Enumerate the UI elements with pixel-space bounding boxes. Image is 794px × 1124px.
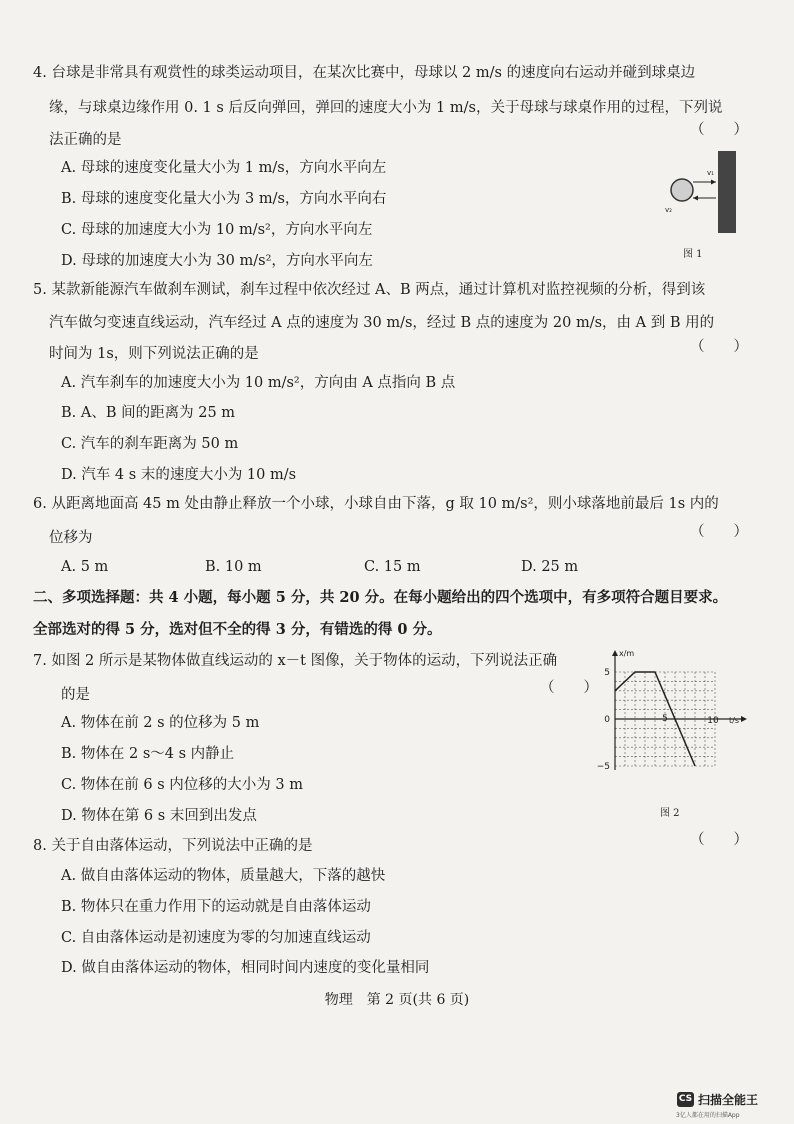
q4-option-b: B. 母球的速度变化量大小为 3 m/s，方向水平向右 xyxy=(61,191,387,207)
q8-stem-line1: 8. 关于自由落体运动，下列说法中正确的是 xyxy=(33,838,313,854)
q8-option-c: C. 自由落体运动是初速度为零的匀加速直线运动 xyxy=(61,930,371,946)
q4-stem-line2: 缘，与球桌边缘作用 0. 1 s 后反向弹回，弹回的速度大小为 1 m/s，关于母球与球桌作用的过程，下列说 xyxy=(49,100,723,116)
y-tick-label: 5 xyxy=(604,668,610,678)
q4-answer-paren: （ ） xyxy=(690,122,748,138)
q5-answer-paren: （ ） xyxy=(690,339,748,355)
section2-heading-line1: 二、多项选择题：共 4 小题，每小题 5 分，共 20 分。在每小题给出的四个选项中，有多项符合题目要求。 xyxy=(33,589,728,606)
q7-answer-paren: （ ） xyxy=(540,680,598,696)
v1-label: v₁ xyxy=(707,169,714,177)
x-axis-arrow xyxy=(741,716,747,722)
scanner-app-name: 扫描全能王 xyxy=(698,1093,759,1107)
page-footer: 物理 第 2 页(共 6 页) xyxy=(324,992,470,1008)
q4-figure-billiard xyxy=(660,148,745,238)
v2-label: v₂ xyxy=(665,206,672,214)
q5-option-b: B. A、B 间的距离为 25 m xyxy=(61,405,236,421)
x-axis-label: t/s xyxy=(729,716,739,725)
q6-answer-paren: （ ） xyxy=(690,524,748,540)
scanner-tagline: 3亿人都在用的扫描App xyxy=(676,1112,740,1119)
q7-option-d: D. 物体在第 6 s 末回到出发点 xyxy=(61,808,257,824)
q7-stem-line1: 7. 如图 2 所示是某物体做直线运动的 x－t 图像，关于物体的运动，下列说法正确 xyxy=(33,653,558,669)
q5-option-d: D. 汽车 4 s 末的速度大小为 10 m/s xyxy=(61,467,297,483)
figure2-caption: 图 2 xyxy=(660,808,680,819)
q6-option-c: C. 15 m xyxy=(364,559,421,575)
q4-option-d: D. 母球的加速度大小为 30 m/s²，方向水平向左 xyxy=(61,253,373,269)
section2-heading-line2: 全部选对的得 5 分，选对但不全的得 3 分，有错选的得 0 分。 xyxy=(33,621,442,638)
q5-stem-line1: 5. 某款新能源汽车做刹车测试，刹车过程中依次经过 A、B 两点，通过计算机对监控视频的分析，得到该 xyxy=(33,282,706,298)
q8-answer-paren: （ ） xyxy=(690,832,748,848)
q4-stem-line3: 法正确的是 xyxy=(49,132,122,148)
q8-option-d: D. 做自由落体运动的物体，相同时间内速度的变化量相同 xyxy=(61,960,430,976)
cue-ball xyxy=(671,179,693,201)
q5-option-a: A. 汽车刹车的加速度大小为 10 m/s²，方向由 A 点指向 B 点 xyxy=(61,375,456,391)
q6-stem-line2: 位移为 xyxy=(49,530,93,546)
y-tick-label: 0 xyxy=(604,715,610,725)
q7-option-a: A. 物体在前 2 s 的位移为 5 m xyxy=(61,715,260,731)
q6-option-a: A. 5 m xyxy=(61,559,109,575)
q5-option-c: C. 汽车的刹车距离为 50 m xyxy=(61,436,239,452)
figure2-xt-chart xyxy=(590,645,750,785)
scanner-logo-icon: CS xyxy=(677,1092,694,1107)
y-axis-label: x/m xyxy=(619,649,635,658)
q5-stem-line2: 汽车做匀变速直线运动，汽车经过 A 点的速度为 30 m/s，经过 B 点的速度为 20 m/s，由 A 到 B 用的 xyxy=(49,315,715,331)
q7-option-c: C. 物体在前 6 s 内位移的大小为 3 m xyxy=(61,777,303,793)
q6-stem-line1: 6. 从距离地面高 45 m 处由静止释放一个小球，小球自由下落，g 取 10 m/s²，则小球落地前最后 1s 内的 xyxy=(33,496,719,512)
q8-option-a: A. 做自由落体运动的物体，质量越大，下落的越快 xyxy=(61,868,386,884)
table-cushion xyxy=(718,151,736,233)
q7-stem-line2: 的是 xyxy=(61,687,90,703)
q4-option-c: C. 母球的加速度大小为 10 m/s²，方向水平向左 xyxy=(61,222,373,238)
q6-option-d: D. 25 m xyxy=(521,559,579,575)
x-tick-label: 5 xyxy=(662,714,668,724)
q4-option-a: A. 母球的速度变化量大小为 1 m/s，方向水平向左 xyxy=(61,160,387,176)
x-tick-label: 10 xyxy=(707,716,719,726)
q6-option-b: B. 10 m xyxy=(205,559,262,575)
q7-option-b: B. 物体在 2 s～4 s 内静止 xyxy=(61,746,235,762)
q8-option-b: B. 物体只在重力作用下的运动就是自由落体运动 xyxy=(61,899,371,915)
q5-stem-line3: 时间为 1s，则下列说法正确的是 xyxy=(49,346,259,362)
q4-stem-line1: 4. 台球是非常具有观赏性的球类运动项目，在某次比赛中，母球以 2 m/s 的速度向右运动并碰到球桌边 xyxy=(33,65,696,81)
y-tick-label: −5 xyxy=(596,762,610,772)
y-axis-arrow xyxy=(612,650,618,656)
figure1-caption: 图 1 xyxy=(683,249,703,260)
